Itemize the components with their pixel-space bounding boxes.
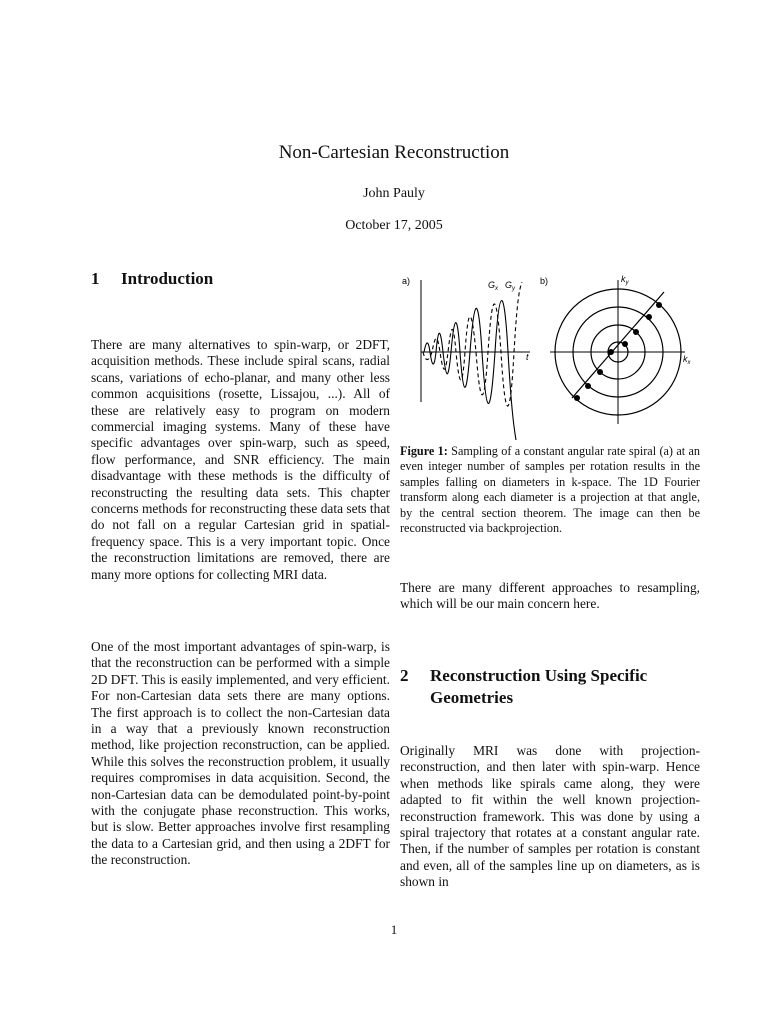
caption-text: Sampling of a constant angular rate spiral (a) at an even integer number of samples per rotation results in the samples falling on diameters in k-space. The 1D Fourier transform along each diameter is a projection at that angle, by the central section theorem. The image can then be reconstructed via backprojection. <box>400 444 700 536</box>
gy-label: $G_y$ <box>505 280 516 292</box>
date: October 17, 2005 <box>345 218 443 233</box>
intro-paragraph-2: One of the most important advantages of spin-warp, is that the reconstruction can be performed with a simple 2D DFT. This is easily implemented, and very efficient. For non-Cartesian data sets there are many options. The first approach is to collect the non-Cartesian data in a way that a previously known reconstruction method, like projection reconstruction, can be applied. While this solves the reconstruction problem, it usually requires compromises in data acquisition. Second, the non-Cartesian data can be demodulated point-by-point with the conjugate phase reconstruction. This works, but is slow. Better approaches involve first resampling the data to a Cartesian grid, and then using a 2DFT for the reconstruction. <box>91 639 390 868</box>
author: John Pauly <box>363 186 425 201</box>
sample-dot <box>646 314 652 320</box>
figure-label-b: b) <box>540 276 549 286</box>
resampling-paragraph: There are many different approaches to resampling, which will be our main concern here. <box>400 580 700 612</box>
section-number: 1 <box>91 269 100 288</box>
sample-dot <box>597 369 603 375</box>
figure-caption <box>400 444 700 536</box>
sample-dot <box>656 302 662 308</box>
sample-dot <box>633 329 639 335</box>
section-number: 2 <box>400 666 409 685</box>
section-2-paragraph: Originally MRI was done with projection-reconstruction, and then later with spin-warp. Hence when methods like spirals came along, they were adapted to fit within the well known projection-reconstruction framework. This was done by using a spiral trajectory that rotates at a constant angular rate. Then, if the number of samples per rotation is constant and even, all of the samples line up on diameters, as is shown in <box>400 743 700 890</box>
paper-title: Non-Cartesian Reconstruction <box>278 142 510 163</box>
figure-label-a: a) <box>402 276 411 286</box>
figure-1 <box>400 272 700 442</box>
page-number: 1 <box>390 922 398 937</box>
k-space-diagram <box>550 274 692 424</box>
caption-label: Figure 1: <box>400 444 448 458</box>
gx-waveform <box>424 301 516 440</box>
sample-dot <box>608 349 614 355</box>
t-axis-label: t <box>526 352 529 362</box>
section-title-line-2: Geometries <box>430 688 514 707</box>
intro-paragraph-1: There are many alternatives to spin-warp, or 2DFT, acquisition methods. These include spiral scans, radial scans, variations of echo-planar, and many other less common acquisitions (rosette, Lissajou, ...). All of these are relatively easy to program on modern commercial imaging systems. Many of these have specific advantages over spin-warp, such as speed, flow performance, and SNR efficiency. The main disadvantage with these methods is the difficulty of reconstructing the resulting data sets. This chapter concerns methods for reconstructing these data sets that do not fall on a regular Cartesian grid in spatial-frequency space. This is a very important topic. Once the reconstruction limitations are removed, there are many more options for collecting MRI data. <box>91 337 390 582</box>
section-2-heading <box>400 665 705 709</box>
sample-dot <box>574 395 580 401</box>
ky-label: $k_y$ <box>621 274 629 286</box>
section-title: Introduction <box>121 269 214 288</box>
sample-dot <box>585 383 591 389</box>
gx-label: $G_x$ <box>488 280 499 292</box>
sample-dot <box>622 341 628 347</box>
kx-label: $k_x$ <box>683 354 691 366</box>
section-1-heading <box>91 269 213 289</box>
section-title-line-1: Reconstruction Using Specific <box>430 666 648 685</box>
